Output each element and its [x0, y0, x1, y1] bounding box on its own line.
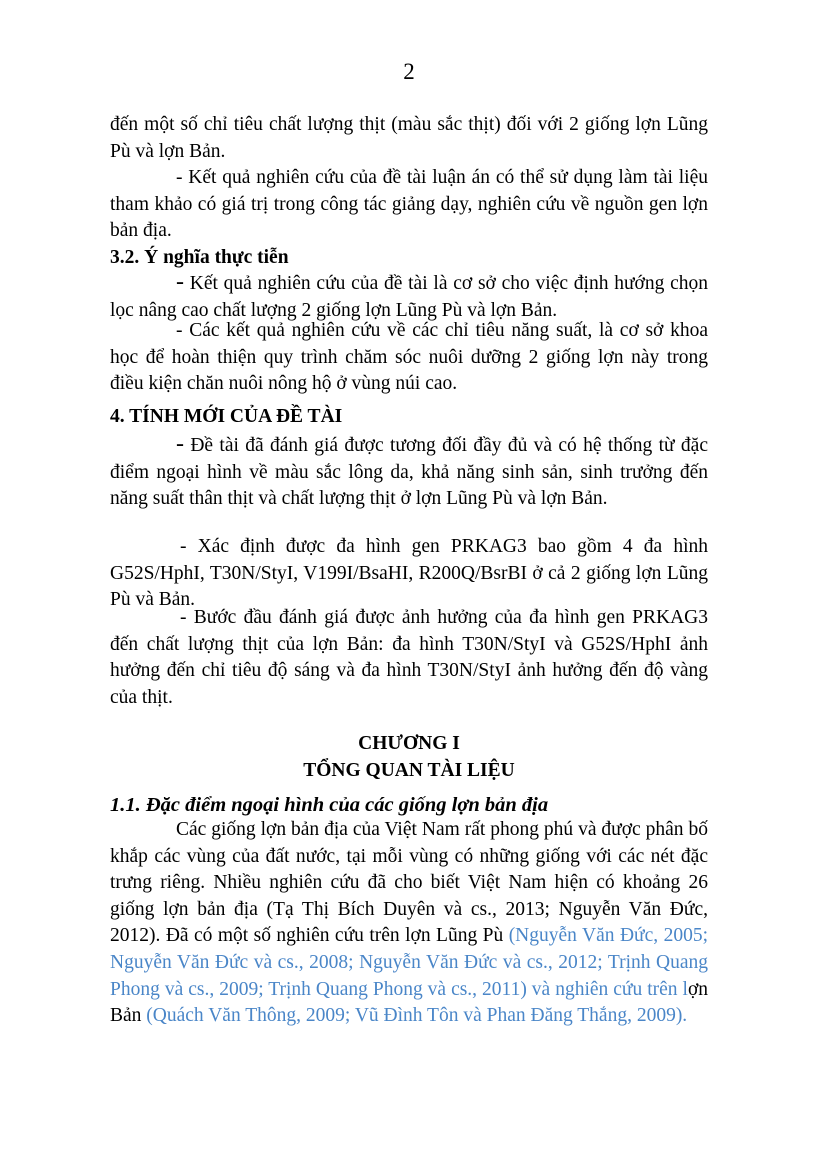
novelty-item-3: - Bước đầu đánh giá được ảnh hưởng của đa hình gen PRKAG3 đến chất lượng thịt của lợn Bản: đa hình T30N/StyI và G52S/HphI ảnh hưởng đến chỉ tiêu độ sáng và đa hình T30N/StyI ảnh hưởng đến độ vàng của thịt. — [110, 607, 708, 708]
page-number: 2 — [403, 59, 415, 84]
citation-luy-pu: (Nguyễn Văn Đức, 2005; Nguyễn Văn Đức và cs., 2008; Nguyễn Văn Đức và cs., 2012; Trịnh Quang Phong và cs., 2009; Trịnh Quang Phong và cs., 2011) và nghiên cứu trên l — [110, 925, 708, 1000]
paragraph-text: Các giống lợn bản địa của Việt Nam rất phong phú và được phân bố khắp các vùng của đất nước, tại mỗi vùng có những giống với các nét đặc trưng riêng. Nhiều nghiên cứu đã cho biết Việt Nam hiện có khoảng 26 giống lợn bản địa (Tạ Thị Bích Duyên và cs., 2013; Nguyễn Văn Đức, 2012). Đã có một số nghiên cứu trên lợn Lũng Pù — [110, 819, 708, 947]
section-1-1-paragraph — [110, 817, 708, 1030]
practical-item-1-text: Kết quả nghiên cứu của đề tài là cơ sở cho việc định hướng chọn lọc nâng cao chất lượng 2 giống lợn Lũng Pù và lợn Bản. — [110, 273, 708, 321]
chapter-number: CHƯƠNG I — [358, 733, 460, 754]
paragraph-text-ban: ợn Bản — [110, 978, 708, 1027]
section-1-1-heading: 1.1. Đặc điểm ngoại hình của các giống lợn bản địa — [110, 794, 549, 816]
dash-mark: - — [176, 269, 184, 295]
novelty-item-1 — [110, 431, 708, 513]
practical-item-2: - Các kết quả nghiên cứu về các chỉ tiêu năng suất, là cơ sở khoa học để hoàn thiện quy trình chăm sóc nuôi dưỡng 2 giống lợn này trong điều kiện chăn nuôi nông hộ ở vùng núi cao. — [110, 320, 708, 395]
citation-lon-ban: (Quách Văn Thông, 2009; Vũ Đình Tôn và Phan Đăng Thắng, 2009). — [141, 1005, 688, 1027]
chapter-title: TỔNG QUAN TÀI LIỆU — [303, 760, 515, 781]
novelty-item-1-text: Đề tài đã đánh giá được tương đối đầy đủ và có hệ thống từ đặc điểm ngoại hình về màu sắc lông da, khả năng sinh sản, sinh trưởng đến năng suất thân thịt và chất lượng thịt ở lợn Lũng Pù và lợn Bản. — [110, 435, 708, 510]
novelty-item-2: - Xác định được đa hình gen PRKAG3 bao gồm 4 đa hình G52S/HphI, T30N/StyI, V199I/BsaHI, R200Q/BsrBI ở cả 2 giống lợn Lũng Pù và Bản. — [110, 536, 708, 611]
section-4-heading: 4. TÍNH MỚI CỦA ĐỀ TÀI — [110, 406, 343, 427]
dash-mark: - — [176, 431, 184, 457]
reference-use-paragraph: - Kết quả nghiên cứu của đề tài luận án có thể sử dụng làm tài liệu tham khảo có giá trị trong công tác giảng dạy, nghiên cứu về nguồn gen lợn bản địa. — [110, 167, 708, 242]
intro-paragraph: đến một số chỉ tiêu chất lượng thịt (màu sắc thịt) đối với 2 giống lợn Lũng Pù và lợn Bản. — [110, 114, 708, 162]
practical-item-1 — [110, 269, 708, 324]
section-3-2-heading: 3.2. Ý nghĩa thực tiễn — [110, 247, 289, 268]
